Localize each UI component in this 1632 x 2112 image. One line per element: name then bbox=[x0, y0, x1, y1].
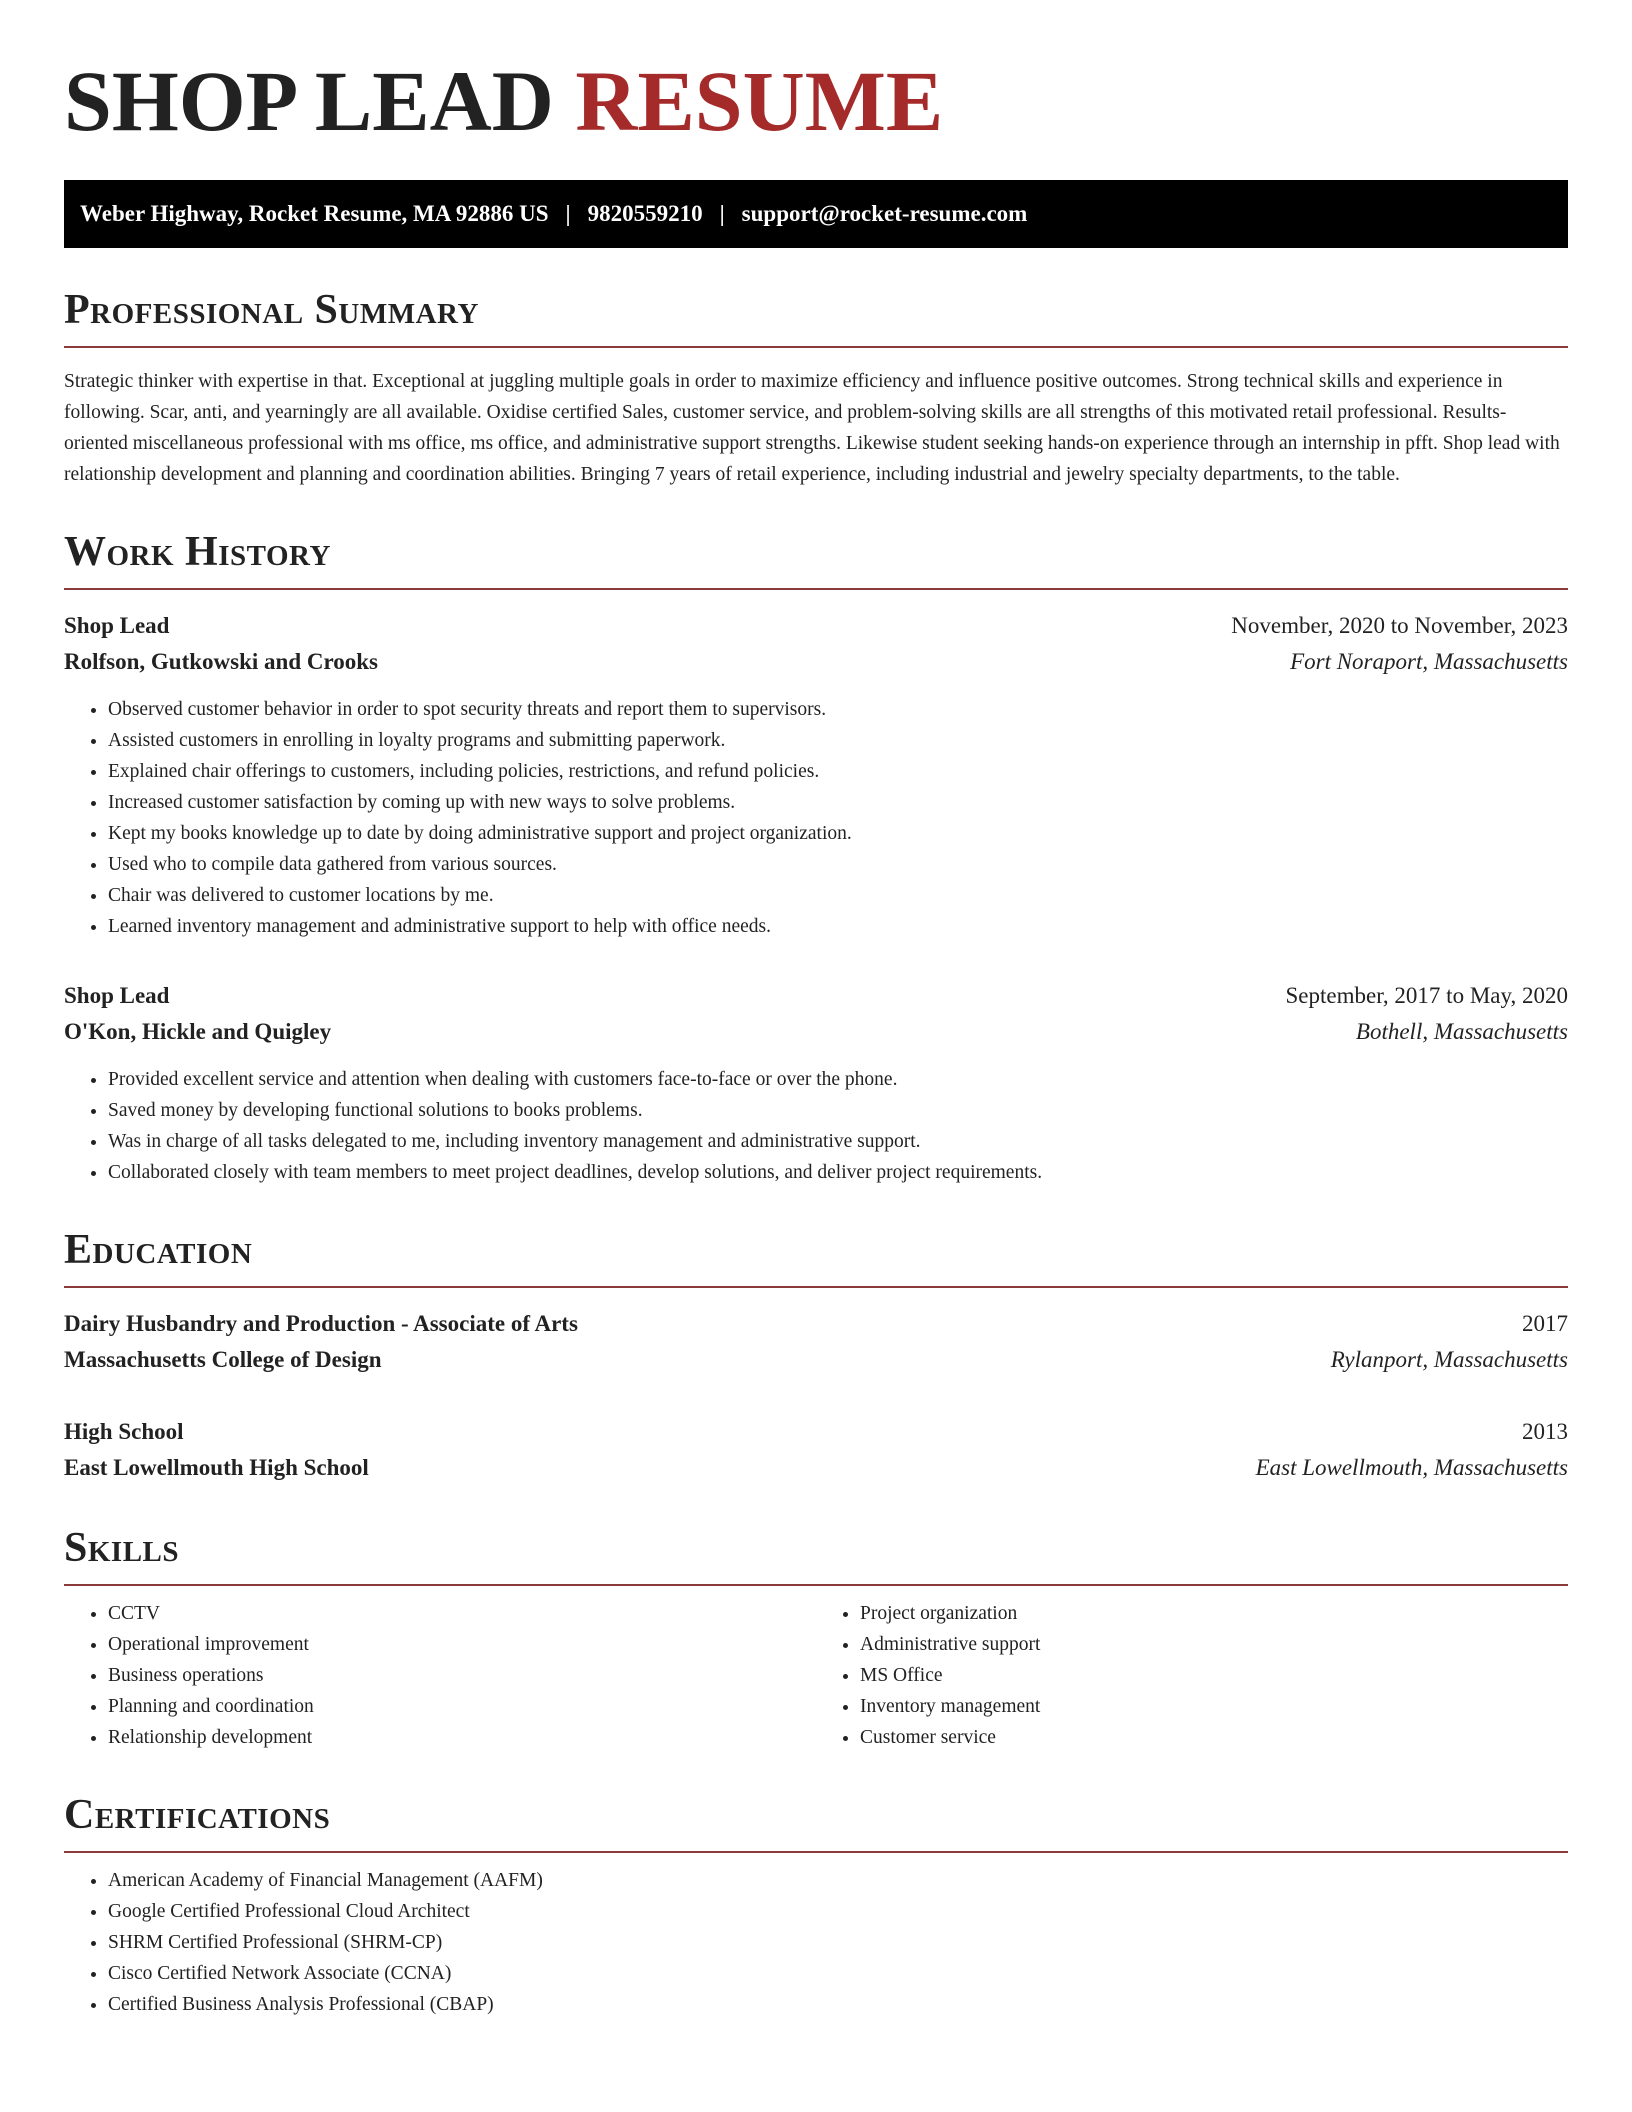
list-item: • CCTV bbox=[108, 1598, 816, 1629]
title-main: SHOP LEAD bbox=[64, 53, 554, 149]
list-item: • Observed customer behavior in order to spot security threats and report them to supervisors. bbox=[108, 694, 1568, 725]
list-item: • Operational improvement bbox=[108, 1629, 816, 1660]
list-item: • Google Certified Professional Cloud Architect bbox=[108, 1896, 1568, 1927]
summary-section bbox=[64, 288, 1568, 490]
education-location: East Lowellmouth, Massachusetts bbox=[1255, 1455, 1568, 1481]
section-divider bbox=[64, 346, 1568, 348]
list-item: • Kept my books knowledge up to date by doing administrative support and project organization. bbox=[108, 818, 1568, 849]
list-item: • Assisted customers in enrolling in loyalty programs and submitting paperwork. bbox=[108, 725, 1568, 756]
section-heading: Professional Summary bbox=[64, 287, 479, 333]
job-title: Shop Lead bbox=[64, 983, 170, 1009]
job-dates: September, 2017 to May, 2020 bbox=[1285, 983, 1568, 1009]
list-item: • Administrative support bbox=[860, 1629, 1568, 1660]
summary-text: Strategic thinker with expertise in that. Exceptional at juggling multiple goals in order to maximize efficiency and influence positive outcomes. Strong technical skills and experience in following. Scar, anti, and yearningly are all available. Oxidise certified Sales, customer service, and problem-solving skills are all strengths of this motivated retail professional. Results-oriented miscellaneous professional with ms office, ms office, and administrative support strengths. Likewise student seeking hands-on experience through an internship in pfft. Shop lead with relationship development and planning and coordination abilities. Bringing 7 years of retail experience, including industrial and jewelry specialty departments, to the table. bbox=[64, 371, 1560, 486]
education-school: East Lowellmouth High School bbox=[64, 1455, 369, 1481]
section-divider bbox=[64, 1286, 1568, 1288]
section-heading: Work History bbox=[64, 529, 331, 576]
certifications-section bbox=[64, 1793, 1568, 2020]
list-item: • Increased customer satisfaction by coming up with new ways to solve problems. bbox=[108, 787, 1568, 818]
list-item: • Used who to compile data gathered from various sources. bbox=[108, 849, 1568, 880]
education-year: 2013 bbox=[1522, 1419, 1568, 1445]
job-dates: November, 2020 to November, 2023 bbox=[1231, 613, 1568, 639]
education-year: 2017 bbox=[1522, 1311, 1568, 1337]
list-item: • Saved money by developing functional solutions to books problems. bbox=[108, 1095, 1568, 1126]
list-item: • Relationship development bbox=[108, 1722, 816, 1753]
section-divider bbox=[64, 1851, 1568, 1853]
list-item: • Business operations bbox=[108, 1660, 816, 1691]
job-location: Bothell, Massachusetts bbox=[1355, 1019, 1568, 1045]
list-item: • Inventory management bbox=[860, 1691, 1568, 1722]
section-divider bbox=[64, 588, 1568, 590]
list-item: • Explained chair offerings to customers, including policies, restrictions, and refund policies. bbox=[108, 756, 1568, 787]
job-location: Fort Noraport, Massachusetts bbox=[1290, 649, 1568, 675]
list-item: • SHRM Certified Professional (SHRM-CP) bbox=[108, 1927, 1568, 1958]
job-bullets bbox=[64, 1064, 1568, 1188]
education-degree: High School bbox=[64, 1419, 184, 1445]
education-degree: Dairy Husbandry and Production - Associate of Arts bbox=[64, 1311, 578, 1337]
list-item: • Collaborated closely with team members to meet project deadlines, develop solutions, and deliver project requirements. bbox=[108, 1157, 1568, 1188]
education-location: Rylanport, Massachusetts bbox=[1330, 1347, 1568, 1373]
certifications-list bbox=[64, 1865, 1568, 2020]
job-company: Rolfson, Gutkowski and Crooks bbox=[64, 649, 379, 675]
resume-title bbox=[64, 53, 1568, 149]
list-item: • Learned inventory management and administrative support to help with office needs. bbox=[108, 911, 1568, 942]
contact-separator: | bbox=[565, 201, 571, 226]
title-accent: RESUME bbox=[575, 53, 944, 149]
list-item: • Customer service bbox=[860, 1722, 1568, 1753]
list-item: • Was in charge of all tasks delegated to me, including inventory management and administrative support. bbox=[108, 1126, 1568, 1157]
job-entry bbox=[64, 608, 1568, 942]
contact-separator: | bbox=[719, 201, 725, 226]
skills-columns bbox=[64, 1598, 1568, 1753]
section-heading: Education bbox=[64, 1227, 253, 1274]
contact-bar bbox=[64, 180, 1568, 248]
section-heading: Certifications bbox=[64, 1792, 331, 1839]
list-item: • Planning and coordination bbox=[108, 1691, 816, 1722]
education-school: Massachusetts College of Design bbox=[64, 1347, 382, 1373]
work-history-section bbox=[64, 530, 1568, 1188]
list-item: • Project organization bbox=[860, 1598, 1568, 1629]
list-item: • American Academy of Financial Management (AAFM) bbox=[108, 1865, 1568, 1896]
list-item: • Certified Business Analysis Professional (CBAP) bbox=[108, 1989, 1568, 2020]
job-title: Shop Lead bbox=[64, 613, 170, 639]
skills-section bbox=[64, 1526, 1568, 1753]
contact-email: support@rocket-resume.com bbox=[741, 201, 1028, 226]
contact-phone: 9820559210 bbox=[587, 201, 703, 226]
list-item: • Provided excellent service and attention when dealing with customers face-to-face or over the phone. bbox=[108, 1064, 1568, 1095]
job-entry bbox=[64, 978, 1568, 1188]
education-entry bbox=[64, 1306, 1568, 1378]
list-item: • MS Office bbox=[860, 1660, 1568, 1691]
education-entry bbox=[64, 1414, 1568, 1486]
job-bullets bbox=[64, 694, 1568, 942]
skills-list-left bbox=[64, 1598, 816, 1753]
skills-list-right bbox=[816, 1598, 1568, 1753]
contact-address: Weber Highway, Rocket Resume, MA 92886 US bbox=[80, 201, 549, 226]
job-company: O'Kon, Hickle and Quigley bbox=[64, 1019, 332, 1045]
section-divider bbox=[64, 1584, 1568, 1586]
education-section bbox=[64, 1228, 1568, 1486]
list-item: • Chair was delivered to customer locations by me. bbox=[108, 880, 1568, 911]
list-item: • Cisco Certified Network Associate (CCNA) bbox=[108, 1958, 1568, 1989]
section-heading: Skills bbox=[64, 1525, 180, 1572]
